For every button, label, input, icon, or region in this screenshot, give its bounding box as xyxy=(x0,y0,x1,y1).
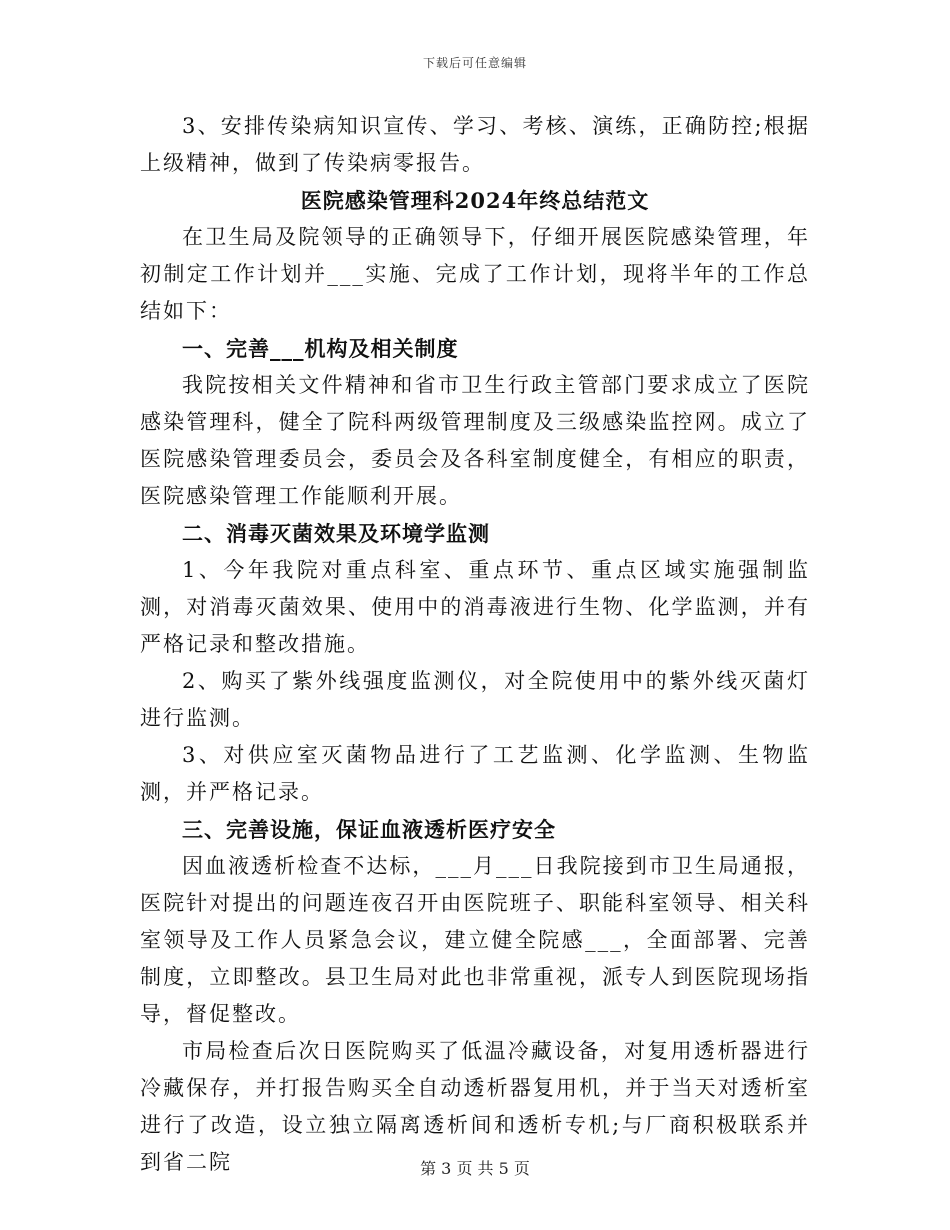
header-note: 下载后可任意编辑 xyxy=(422,56,527,70)
paragraph: 市局检查后次日医院购买了低温冷藏设备，对复用透析器进行冷藏保存，并打报告购买全自动透析器复用机，并于当天对透析室进行了改造，设立独立隔离透析间和透析专机;与厂商积极联系并到省二院 xyxy=(140,1039,810,1174)
paragraph: 1、今年我院对重点科室、重点环节、重点区域实施强制监测，对消毒灭菌效果、使用中的消毒液进行生物、化学监测，并有严格记录和整改措施。 xyxy=(140,558,810,656)
page-footer: 第 3 页 共 5 页 xyxy=(420,1159,530,1178)
paragraph: 因血液透析检查不达标，___月___日我院接到市卫生局通报，医院针对提出的问题连夜召开由医院班子、职能科室领导、相关科室领导及工作人员紧急会议，建立健全院感___，全面部署、完善制度，立即整改。县卫生局对此也非常重视，派专人到医院现场指导，督促整改。 xyxy=(140,854,810,1026)
section-heading: 三、完善设施，保证血液透析医疗安全 xyxy=(182,817,556,842)
paragraph: 2、购买了紫外线强度监测仪，对全院使用中的紫外线灭菌灯进行监测。 xyxy=(140,669,810,730)
document-body xyxy=(140,108,810,1181)
section-heading: 一、完善___机构及相关制度 xyxy=(182,336,459,361)
section-heading: 二、消毒灭菌效果及环境学监测 xyxy=(182,521,490,546)
paragraph: 在卫生局及院领导的正确领导下，仔细开展医院感染管理，年初制定工作计划并___实施、完成了工作计划，现将半年的工作总结如下： xyxy=(140,225,810,323)
paragraph: 我院按相关文件精神和省市卫生行政主管部门要求成立了医院感染管理科，健全了院科两级管理制度及三级感染监控网。成立了医院感染管理委员会，委员会及各科室制度健全，有相应的职责，医院感染管理工作能顺利开展。 xyxy=(140,373,810,508)
paragraph: 3、对供应室灭菌物品进行了工艺监测、化学监测、生物监测，并严格记录。 xyxy=(140,743,810,804)
document-title: 医院感染管理科2024年终总结范文 xyxy=(300,188,650,213)
paragraph: 3、安排传染病知识宣传、学习、考核、演练，正确防控;根据上级精神，做到了传染病零报告。 xyxy=(140,114,810,175)
